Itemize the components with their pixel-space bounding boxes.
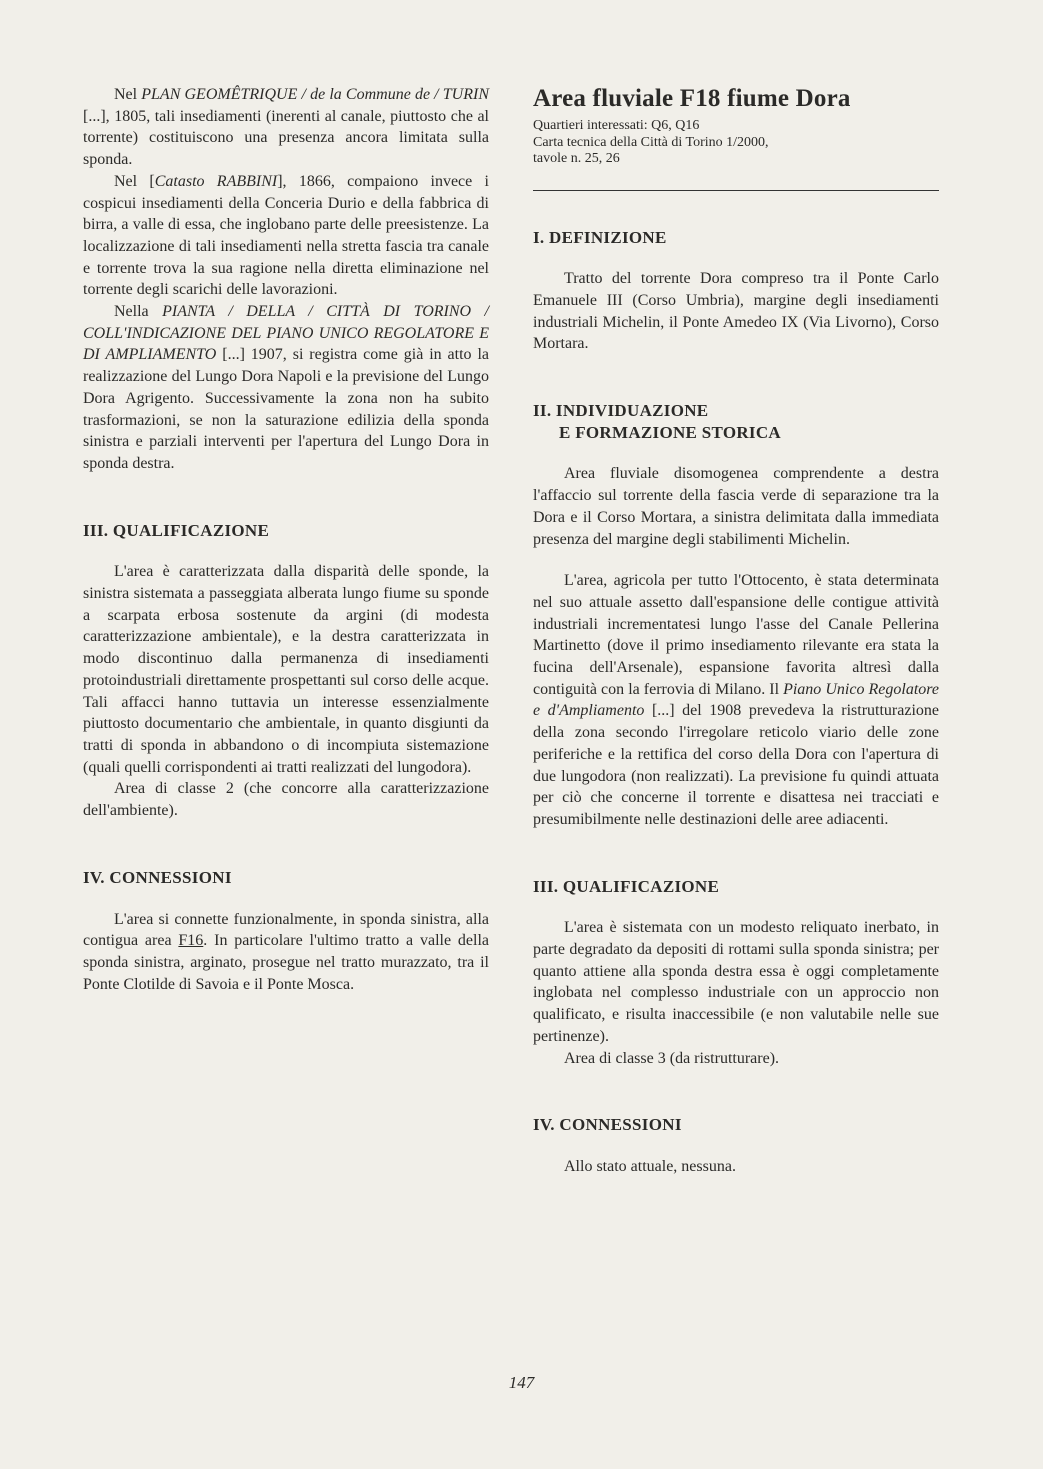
right-column: [533, 84, 939, 1178]
text-run: ], 1866, compaiono invece i cospicui insediamenti della Conceria Durio e della fabbrica di birra, a valle di essa, che inglobano parte delle preesistenze. La localizzazione di tali insediamenti nella stretta fascia tra canale e torrente trova la sua ragione nella diretta eliminazione nel torrente degli scarichi delle lavorazioni.: [83, 172, 489, 299]
text-run: [...] del 1908 prevedeva la ristrutturazione della zona secondo l'irregolare reticolo viario delle zone periferiche e la rettifica del corso della Dora con l'apertura di due lungodora (non realizzati). La previsione fu quindi attuata per ciò che concerne il torrente e disattesa nei tracciati e presumibilmente nelle destinazioni delle aree adiacenti.: [533, 702, 939, 828]
text-run: L'area si connette funzionalmente, in sponda sinistra, alla contigua area: [83, 910, 489, 950]
section-heading-individuazione: [533, 400, 939, 443]
connessioni-paragraph: [83, 909, 489, 996]
heading-line: E FORMAZIONE STORICA: [559, 422, 781, 442]
connessioni-paragraph-right: Allo stato attuale, nessuna.: [564, 1158, 736, 1175]
meta-quartieri: Quartieri interessati: Q6, Q16: [533, 118, 700, 133]
section-heading-definizione: I. DEFINIZIONE: [533, 227, 667, 247]
text-run: [...], 1805, tali insediamenti (inerenti al canale, piuttosto che al torrente) costituiscono una presenza ancora limitata sulla sponda.: [83, 107, 489, 169]
text-run: Nella: [114, 303, 163, 321]
heading-line: II. INDIVIDUAZIONE: [533, 401, 709, 421]
history-paragraph-1: [83, 84, 489, 171]
section-heading-qualificazione: III. QUALIFICAZIONE: [83, 520, 270, 540]
section-heading-qualificazione-right: III. QUALIFICAZIONE: [533, 876, 720, 896]
meta-carta: Carta tecnica della Città di Torino 1/2000,: [533, 134, 769, 150]
map-title: Catasto RABBINI: [154, 172, 278, 190]
meta-tavole: tavole n. 25, 26: [533, 151, 620, 166]
history-paragraph-2: [83, 171, 489, 301]
text-run: L'area, agricola per tutto l'Ottocento, è stata determinata nel suo attuale assetto dall'espansione delle contigue attività industriali incrementatesi lungo l'asse del Canale Pellerina Martinetto (dove il primo insediamento rilevante era stata la fucina dell'Arsenale), espansione favorita altresì dalla contiguità con la ferrovia di Milano. Il: [533, 572, 939, 698]
individuazione-paragraph-1: Area fluviale disomogenea comprendente a destra l'affaccio sul torrente della fascia verde di separazione tra la Dora e il Corso Mortara, a sinistra delimitata dalla immediata presenza del margine degli stabilimenti Michelin.: [533, 465, 939, 548]
plan-title: Piano Unico Regolatore e d'Ampliamento: [533, 680, 940, 720]
map-title: PIANTA / DELLA / CITTÀ DI TORINO / COLL'INDICAZIONE DEL PIANO UNICO REGOLATORE E DI AMPLIAMENTO: [83, 303, 489, 364]
page-title: Area fluviale F18 fiume Dora: [533, 85, 851, 112]
text-run: Nel [: [114, 172, 155, 190]
section-heading-connessioni: IV. CONNESSIONI: [83, 867, 232, 887]
left-column: [83, 84, 489, 995]
history-paragraph-3: [83, 301, 489, 475]
definizione-paragraph: Tratto del torrente Dora compreso tra il Ponte Carlo Emanuele III (Corso Umbria), margine degli insediamenti industriali Michelin, il Ponte Amedeo IX (Via Livorno), Corso Mortara.: [533, 270, 939, 353]
map-title: PLAN GEOMÊTRIQUE / de la Commune de / TURIN: [141, 86, 489, 103]
text-run: . In particolare l'ultimo tratto a valle della sponda sinistra, arginato, prosegue nel tratto murazzato, tra il Ponte Clotilde di Savoia e il Ponte Mosca.: [83, 932, 489, 993]
class-paragraph-right: Area di classe 3 (da ristrutturare).: [564, 1049, 780, 1067]
qualificazione-paragraph-right: L'area è sistemata con un modesto reliquato inerbato, in parte degradato da depositi di rottami sulla sponda sinistra; per quanto attiene alla sponda destra essa è oggi completamente inglobata nel complesso industriale con un approccio non qualificato, e risulta inaccessibile (e non valutabile nelle sue pertinenze).: [533, 919, 939, 1045]
class-paragraph: Area di classe 2 (che concorre alla caratterizzazione dell'ambiente).: [83, 780, 489, 820]
text-run: [...] 1907, si registra come già in atto la realizzazione del Lungo Dora Napoli e la previsione del Lungo Dora Agrigento. Successivamente la zona non ha subito trasformazioni, se non la saturazione edilizia della sponda sinistra e parziali interventi per l'apertura del Lungo Dora in sponda destra.: [83, 346, 490, 472]
individuazione-paragraph-2: [533, 570, 939, 830]
page-number: 147: [508, 1373, 535, 1392]
section-heading-connessioni-right: IV. CONNESSIONI: [533, 1115, 682, 1135]
text-run: Nel: [114, 86, 142, 103]
qualificazione-paragraph: L'area è caratterizzata dalla disparità delle sponde, la sinistra sistemata a passeggiata alberata lungo fiume su sponde a scarpata erbosa sostenute da argini (di modesta caratterizzazione ambientale), e la destra caratterizzata in modo discontinuo dalla permanenza di insediamenti protoindustriali direttamente prospettanti sul corso delle acque. Tali affacci hanno tuttavia un interesse essenzialmente piuttosto documentario che ambientale, in quanto disgiunti da tratti di sponda in abbandono o di incompiuta sistemazione (quali quelli corrispondenti ai tratti realizzati del lungodora).: [83, 563, 489, 776]
area-f16-link[interactable]: F16: [178, 932, 204, 950]
